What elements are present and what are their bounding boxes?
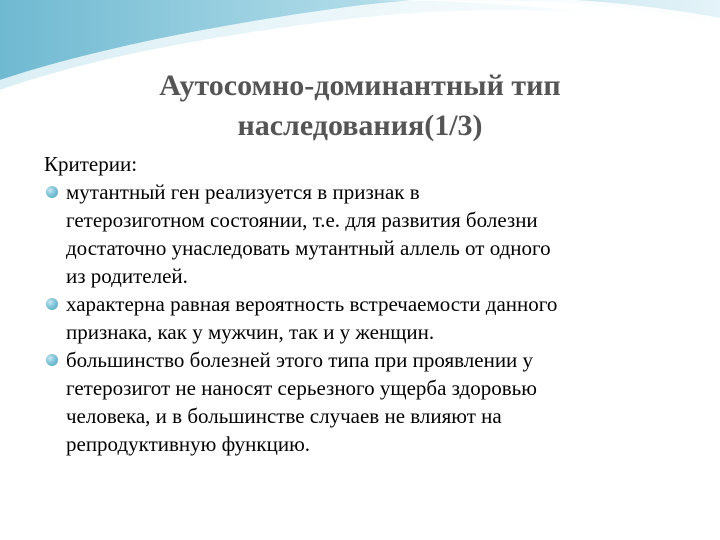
slide-title-line-1: Аутосомно-доминантный тип: [159, 69, 561, 102]
criteria-line: человека, и в большинстве случаев не влияют на: [66, 404, 502, 428]
criteria-line: характерна равная вероятность встречаемости данного: [66, 292, 558, 316]
criteria-item-3: [44, 346, 684, 458]
criteria-line: достаточно унаследовать мутантный аллель от одного: [66, 236, 551, 260]
criteria-line: мутантный ген реализуется в признак в: [66, 180, 420, 204]
criteria-item-2: [44, 290, 684, 346]
criteria-list: [44, 178, 684, 458]
criteria-item-1: [44, 178, 684, 290]
slide-title: [40, 66, 680, 146]
slide-body: [44, 150, 684, 458]
circle-bullet-icon: [46, 298, 58, 310]
criteria-line: репродуктивную функцию.: [66, 432, 311, 456]
slide-title-line-2: наследования(1/3): [237, 109, 483, 142]
criteria-line: гетерозиготном состоянии, т.е. для развития болезни: [66, 208, 538, 232]
criteria-line: гетерозигот не наносят серьезного ущерба здоровью: [66, 376, 537, 400]
criteria-line: большинство болезней этого типа при проявлении у: [66, 348, 534, 372]
circle-bullet-icon: [46, 354, 58, 366]
criteria-line: признака, как у мужчин, так и у женщин.: [66, 320, 435, 344]
circle-bullet-icon: [46, 186, 58, 198]
criteria-heading: Критерии:: [44, 152, 138, 176]
criteria-line: из родителей.: [66, 264, 188, 288]
